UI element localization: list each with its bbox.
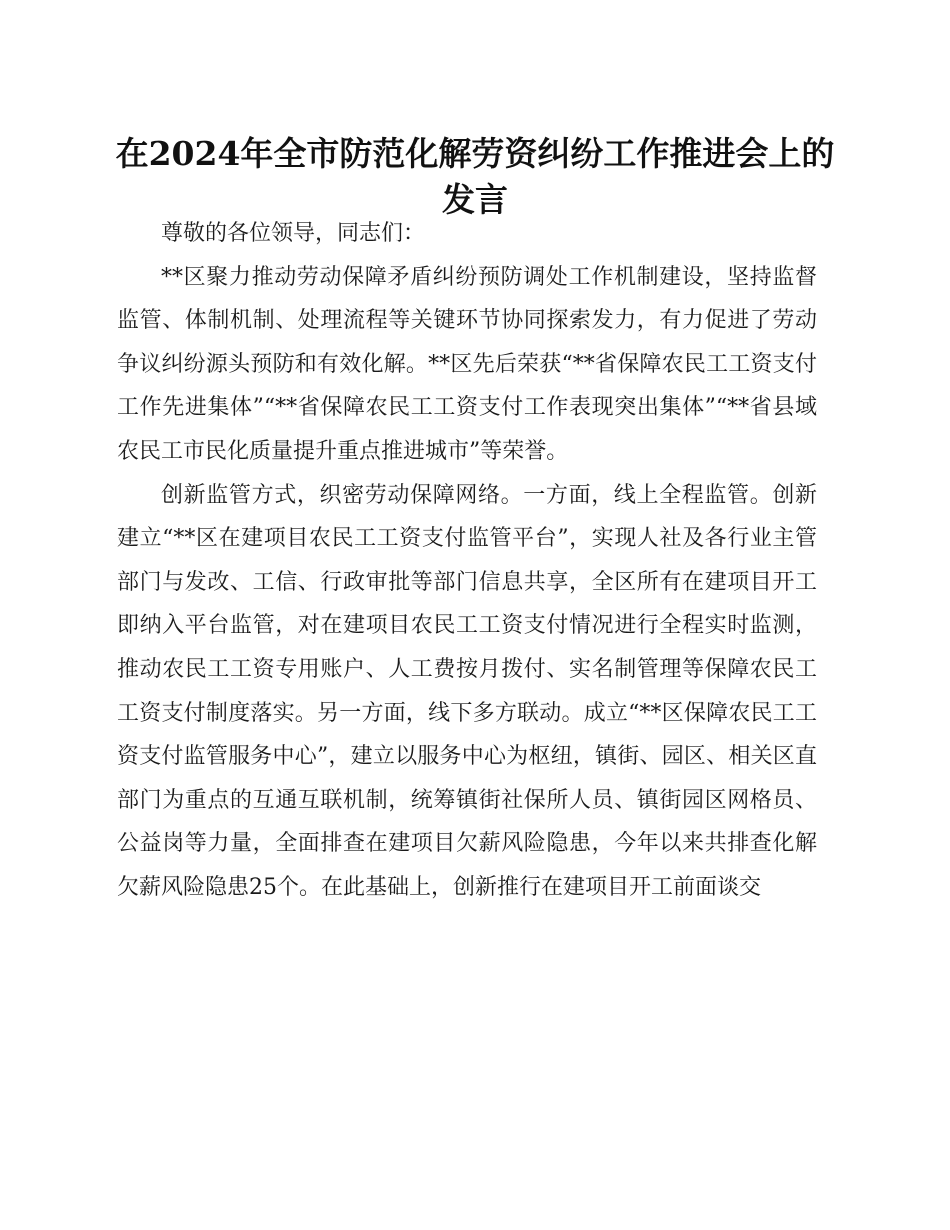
document-title: 在2024年全市防范化解劳资纠纷工作推进会上的发言 (115, 134, 835, 219)
document-body (117, 212, 817, 910)
paragraph: 创新监管方式，织密劳动保障网络。一方面，线上全程监管。创新建立“**区在建项目农民工工资支付监管平台”，实现人社及各行业主管部门与发改、工信、行政审批等部门信息共享，全区所有在建项目开工即纳入平台监管，对在建项目农民工工资支付情况进行全程实时监测，推动农民工工资专用账户、人工费按月拨付、实名制管理等保障农民工工资支付制度落实。另一方面，线下多方联动。成立“**区保障农民工工资支付监管服务中心”，建立以服务中心为枢纽，镇街、园区、相关区直部门为重点的互通互联机制，统筹镇街社保所人员、镇街园区网格员、公益岗等力量，全面排查在建项目欠薪风险隐患，今年以来共排查化解欠薪风险隐患25个。在此基础上，创新推行在建项目开工前面谈交 (117, 482, 817, 900)
paragraph: **区聚力推动劳动保障矛盾纠纷预防调处工作机制建设，坚持监督监管、体制机制、处理流程等关键环节协同探索发力，有力促进了劳动争议纠纷源头预防和有效化解。**区先后荣获“**省保障农民工工资支付工作先进集体”“**省保障农民工工资支付工作表现突出集体”“**省县域农民工市民化质量提升重点推进城市”等荣誉。 (117, 264, 817, 464)
salutation: 尊敬的各位领导，同志们： (161, 221, 426, 246)
